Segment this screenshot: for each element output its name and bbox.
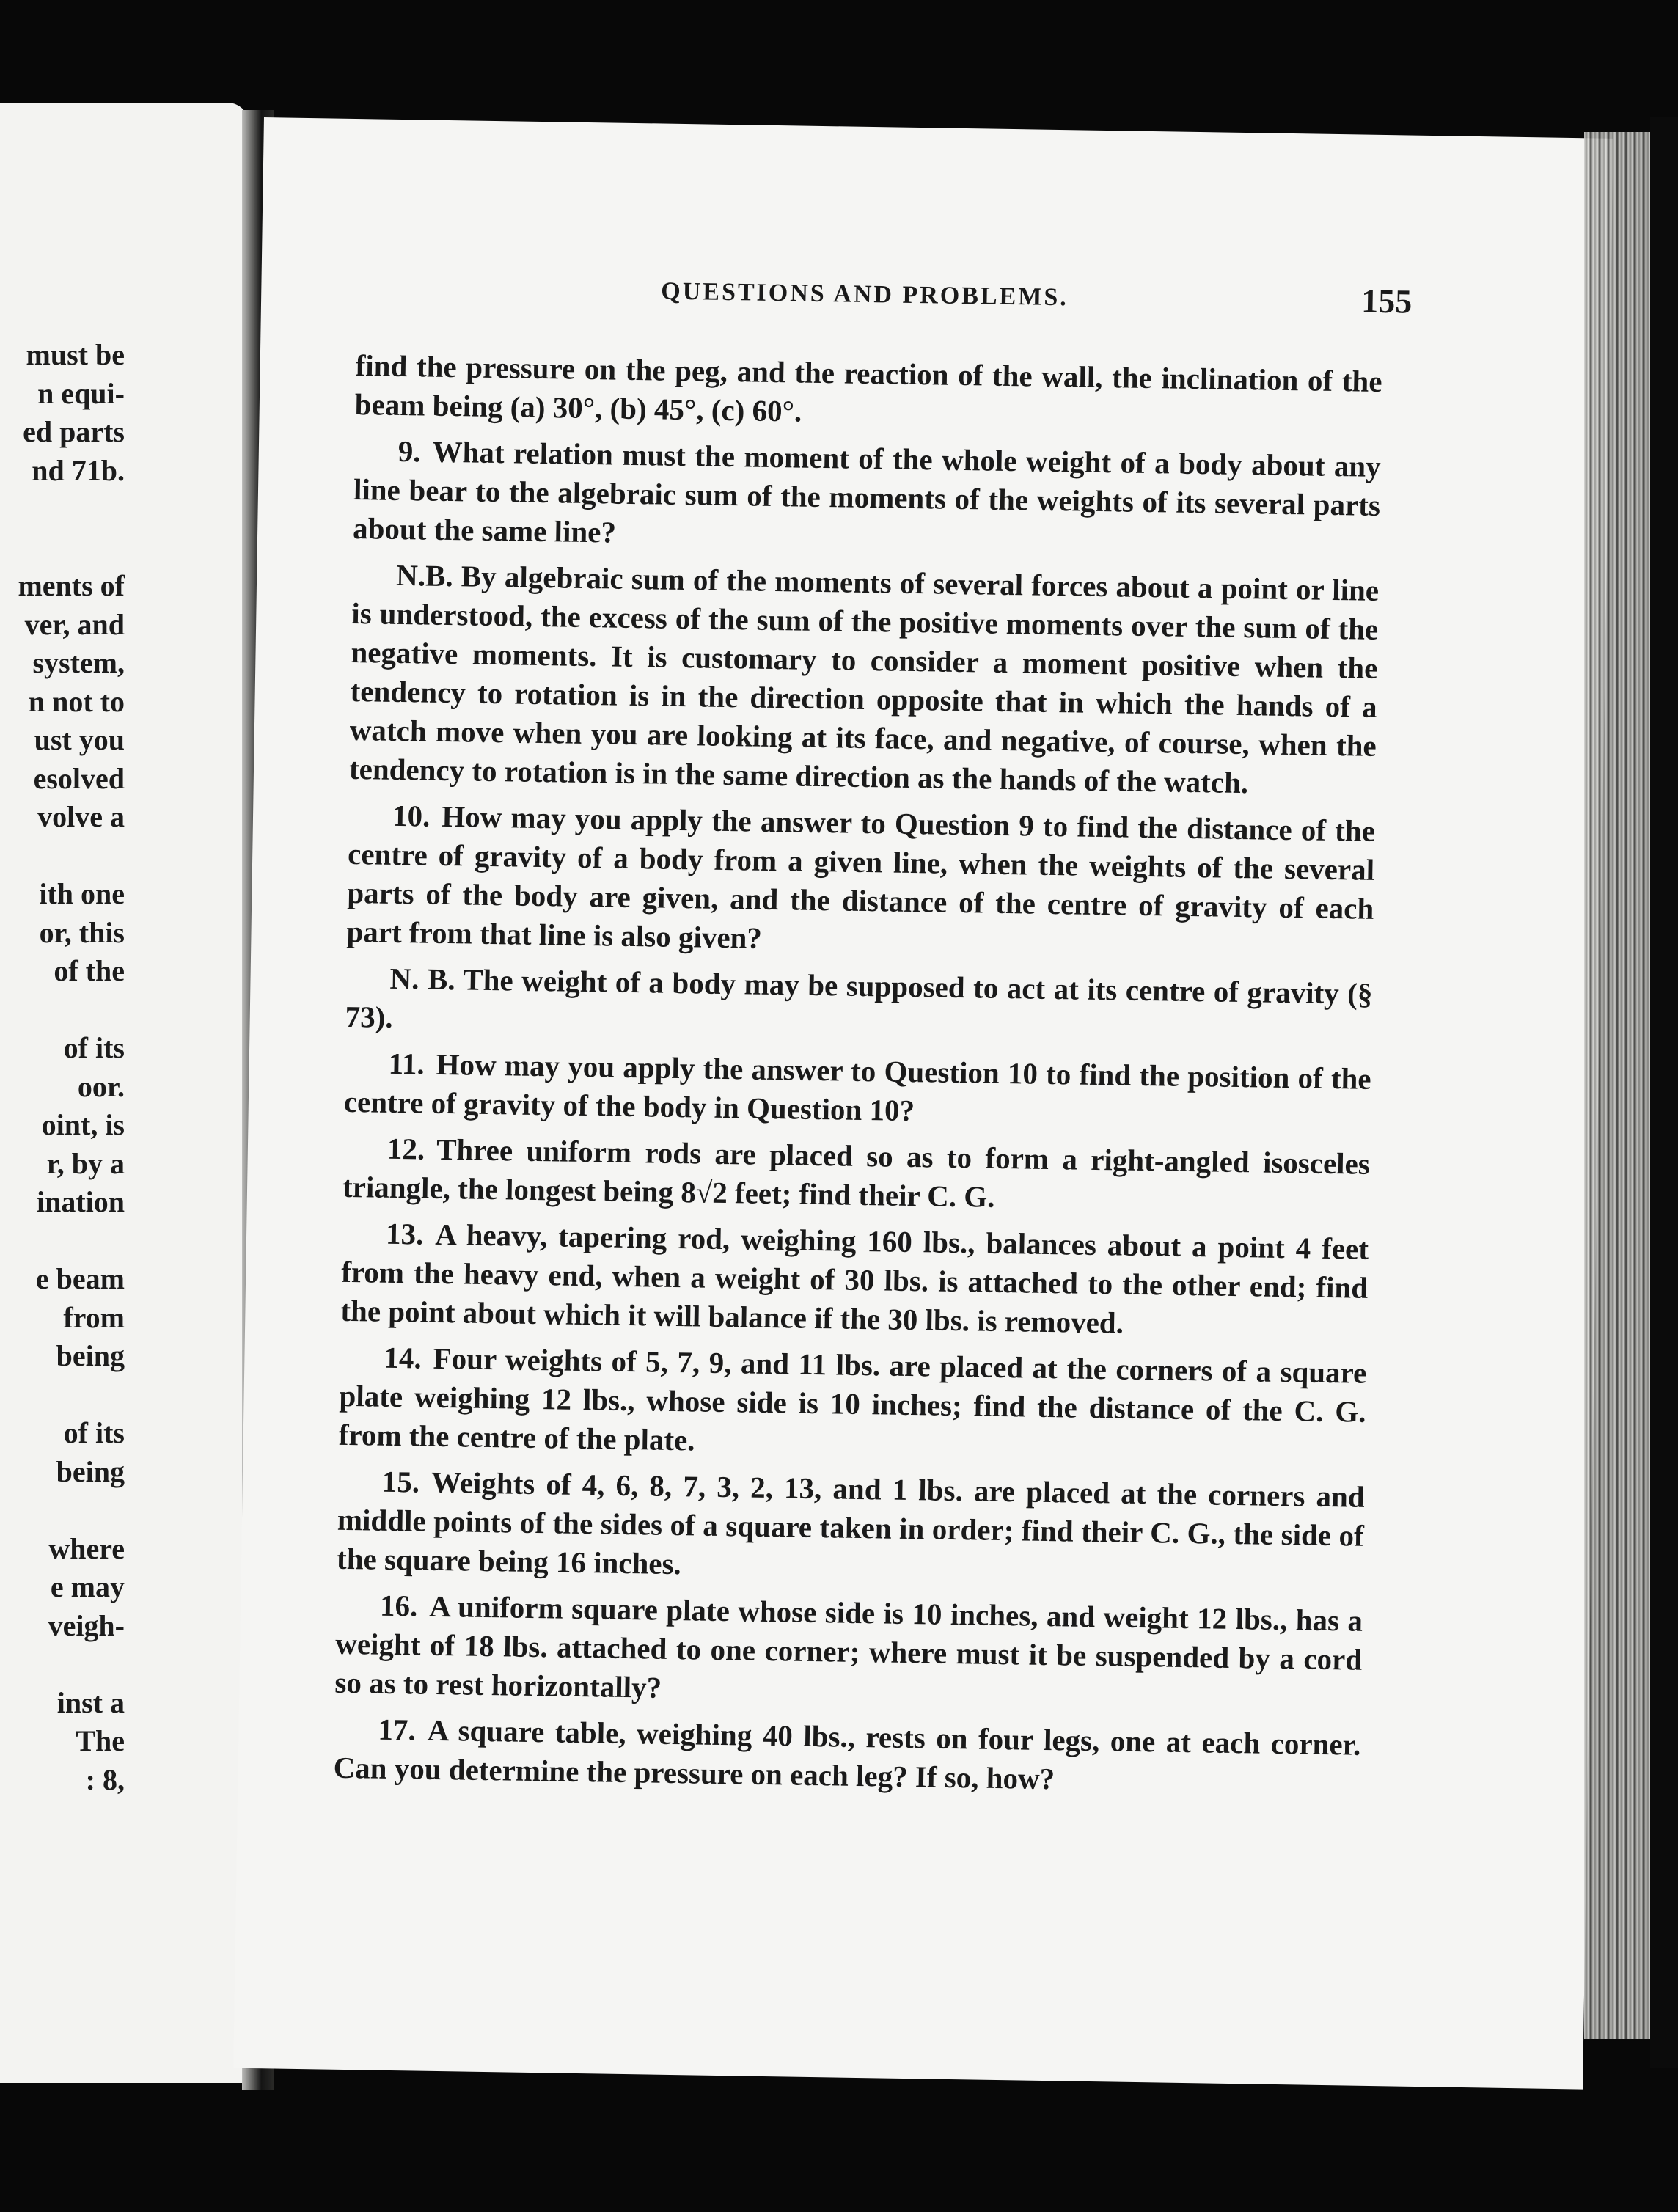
left-page-line-text: n not to [28,684,125,718]
left-page-line-text: from [63,1300,125,1334]
left-page-line-text: ination [36,1185,125,1218]
note-weight [345,959,1372,1052]
left-page-line [0,1684,249,1723]
left-page-line-text: of its [63,1031,125,1064]
left-page-line-text: system, [32,646,125,679]
question-text: A heavy, tapering rod, weighing 160 lbs., balances about a point 4 feet from the heavy end, when a weight of 30 lbs. is attached to the other end; find the point about which it will balance if the 30 lbs. is removed. [340,1217,1369,1340]
left-page-line-text: ver, and [24,607,125,641]
left-page-line-text: oint, is [41,1108,125,1141]
running-head: QUESTIONS AND PROBLEMS. [661,277,1069,312]
left-page-line-text: ments of [18,569,125,602]
left-page-line-text: of the [54,954,125,987]
left-page-line [0,1568,249,1607]
note-algebraic-sum [349,555,1380,805]
left-page-line [0,1068,249,1107]
left-page-line [0,336,249,375]
left-page-line-text: ed parts [23,415,125,448]
left-page-line [0,1414,249,1453]
left-page-line-text: must be [26,338,125,371]
question-text: How may you apply the answer to Question 10 to find the position of the centre of gravity of the body in Question 10? [343,1047,1371,1128]
right-page [233,117,1613,2090]
left-page-line [0,1299,249,1338]
left-page-line [0,721,249,760]
question-text: A uniform square plate whose side is 10 inches, and weight 12 lbs., has a weight of 18 lbs. attached to one corner; where must it be suspended by a cord so as to rest horizontally? [334,1589,1363,1704]
question-number: 17. [378,1712,417,1747]
left-page-line-text: oor. [77,1069,125,1103]
left-page-line-text: e may [50,1570,125,1603]
question-text: How may you apply the answer to Question 9 to find the distance of the centre of gravity of a body from a given line, when the weights of the several parts of the body are given, and the distance of the centre of gravity of each part from that line is also given? [346,799,1376,955]
left-page-line [0,490,249,529]
left-page-line [0,952,249,991]
left-page-line-text: of its [63,1416,125,1449]
left-page-line [0,1222,249,1261]
left-page-line-text: being [56,1454,125,1488]
left-page-line-text: : 8, [85,1762,125,1796]
left-page-line-text: The [76,1724,125,1757]
question-text: Weights of 4, 6, 8, 7, 3, 2, 13, and 1 lbs. are placed at the corners and middle points of the sides of a square taken in order; find their C. G., the side of the square being 16 inches. [336,1465,1366,1581]
left-page-line [0,1761,249,1800]
question-number: 15. [381,1464,420,1499]
left-page-line-text: volve a [37,800,125,833]
left-page-line [0,1645,249,1684]
left-page-line [0,914,249,953]
left-page-line [0,991,249,1030]
question-text: A square table, weighing 40 lbs., rests on four legs, one at each corner. Can you determine the pressure on each leg? If so, how? [333,1713,1361,1796]
left-page-line-text: e beam [35,1262,125,1295]
note-text: N. B. The weight of a body may be supposed to act at its centre of gravity (§ 73). [345,961,1373,1034]
left-page-line [0,1607,249,1646]
question-number: 13. [385,1216,424,1251]
left-page-line [0,1376,249,1415]
left-page-text [0,336,249,1799]
question-17 [333,1710,1360,1803]
left-page-line-text: n equi- [37,376,125,410]
left-page-line-text: where [48,1531,125,1565]
question-number: 16. [379,1588,418,1623]
left-page-line [0,1029,249,1068]
question-14 [338,1338,1366,1471]
left-page-line-text: or, this [39,915,125,949]
left-page-line [0,837,249,876]
page-edges [1584,132,1650,2039]
question-number: 14. [384,1340,422,1375]
left-page-line [0,875,249,914]
left-page-line [0,452,249,491]
left-page-line-text: veigh- [48,1608,125,1642]
question-10 [346,796,1375,967]
question-number: 9. [397,433,421,469]
left-page-line [0,1260,249,1299]
left-page-line-text: ust you [34,723,125,756]
left-page-line [0,1530,249,1569]
question-text: Four weights of 5, 7, 9, and 11 lbs. are placed at the corners of a square plate weighing 12 lbs., whose side is 10 inches; find the distance of the C. G. from the centre of the plate. [338,1341,1367,1457]
left-page-line [0,413,249,452]
left-page-line [0,798,249,837]
question-13 [340,1214,1369,1347]
left-page-line-text: esolved [33,761,125,795]
left-page-line [0,683,249,722]
continuation-paragraph [354,346,1382,440]
question-number: 10. [392,798,431,833]
question-12 [342,1129,1370,1223]
left-page-line [0,529,249,568]
left-page-line [0,1337,249,1376]
continuation-text: find the pressure on the peg, and the reaction of the wall, the inclination of the beam being (a) 30°, (b) 45°, (c) 60°. [354,348,1382,428]
left-page-line [0,606,249,645]
left-page-line [0,1183,249,1222]
left-page-line-text: ith one [39,877,125,910]
left-page-line [0,1453,249,1492]
left-page-line [0,760,249,799]
question-text: Three uniform rods are placed so as to form a right-angled isosceles triangle, the longest being 8√2 feet; find their C. G. [342,1132,1371,1214]
question-number: 11. [388,1046,425,1081]
question-number: 12. [386,1131,425,1166]
book-cover-edge [1650,117,1678,2068]
question-15 [337,1462,1365,1594]
left-page-line [0,1145,249,1184]
left-page-line [0,567,249,606]
question-11 [344,1044,1371,1138]
question-9 [353,431,1381,564]
page-number: 155 [1360,282,1413,321]
left-page-line-text: inst a [56,1685,125,1719]
left-page-line-text: r, by a [46,1146,125,1180]
left-page-line [0,375,249,414]
left-page-line-text: being [56,1339,125,1372]
note-text: N.B. By algebraic sum of the moments of several forces about a point or line is understood, the excess of the sum of the positive moments over the sum of the negative moments. It is customary to consider a moment positive when the tendency to rotation is in the direction opposite that in which the hands of a watch move when you are looking at its face, and negative, of course, when the tendency to rotation is in the same direction as the hands of the watch. [348,557,1380,800]
page-body [333,346,1382,1811]
left-page-line [0,1106,249,1145]
left-page-line [0,644,249,683]
left-page-line [0,1722,249,1761]
left-page-line [0,1491,249,1530]
left-page-line-text: nd 71b. [32,453,125,487]
question-text: What relation must the moment of the whole weight of a body about any line bear to the algebraic sum of the moments of the weights of its several parts about the same line? [352,434,1382,549]
question-16 [334,1586,1363,1718]
